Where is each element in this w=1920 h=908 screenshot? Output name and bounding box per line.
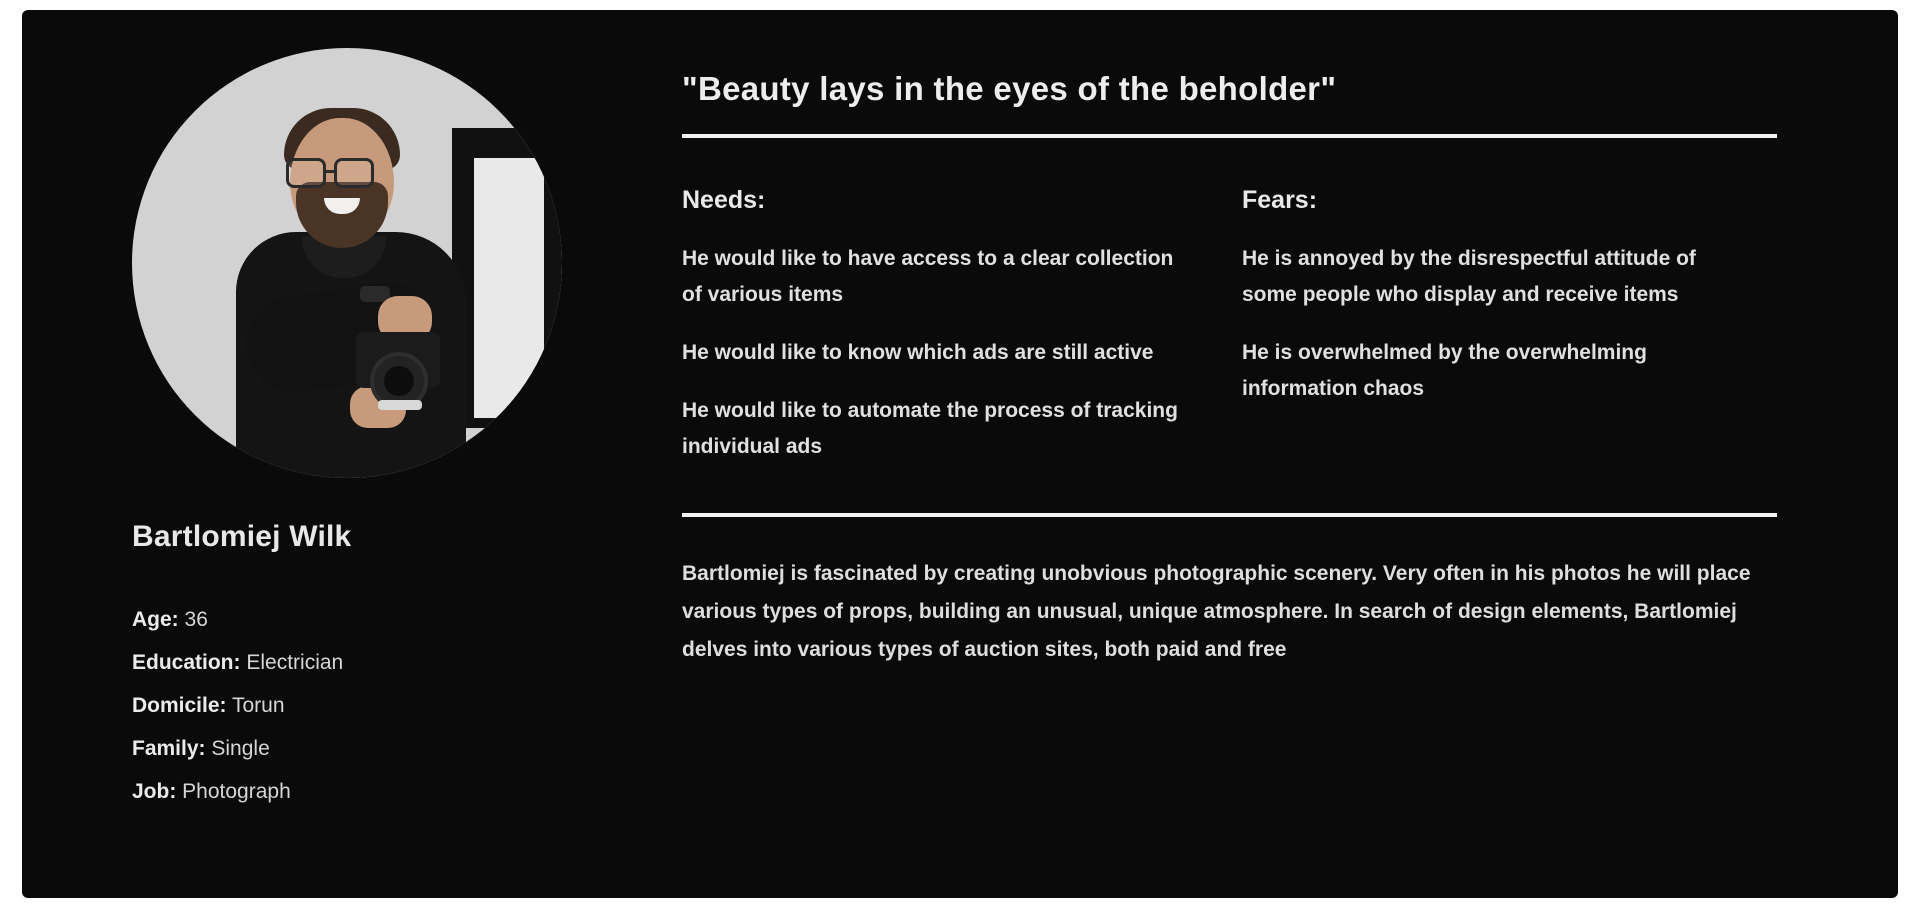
person-illustration xyxy=(228,100,498,478)
persona-meta-value: Torun xyxy=(232,694,285,717)
persona-meta-value: Single xyxy=(211,737,270,760)
persona-meta-label: Domicile: xyxy=(132,694,227,717)
persona-meta-row xyxy=(132,598,572,641)
needs-item: He would like to automate the process of tracking individual ads xyxy=(682,399,1178,458)
persona-photo xyxy=(132,48,562,478)
persona-meta-value: Photograph xyxy=(182,780,291,803)
persona-meta-value: 36 xyxy=(184,608,208,631)
persona-meta-value: Electrician xyxy=(246,651,344,674)
persona-meta-list xyxy=(132,598,572,813)
camera-lens-ring-icon xyxy=(378,400,422,410)
persona-meta-row xyxy=(132,770,572,813)
needs-item: He would like to have access to a clear collection of various items xyxy=(682,247,1174,306)
persona-meta-row xyxy=(132,684,572,727)
persona-card xyxy=(22,10,1898,898)
glasses-right-lens-icon xyxy=(334,158,374,188)
persona-quote: "Beauty lays in the eyes of the beholder" xyxy=(682,70,1337,107)
fears-title: Fears: xyxy=(1242,186,1318,214)
persona-meta-label: Age: xyxy=(132,608,179,631)
persona-profile-column xyxy=(132,48,572,813)
glasses-bridge-icon xyxy=(326,170,336,173)
persona-meta-label: Job: xyxy=(132,780,177,803)
needs-title: Needs: xyxy=(682,186,766,214)
fears-column xyxy=(1242,186,1742,487)
persona-summary: Bartlomiej is fascinated by creating unobvious photographic scenery. Very often in his photos he will place various types of props, building an unusual, unique atmosphere. In search of design elements, Bartlomiej delves into various types of auction sites, both paid and free xyxy=(682,562,1751,661)
persona-photo-circle xyxy=(132,48,562,478)
glasses-left-lens-icon xyxy=(286,158,326,188)
divider-top xyxy=(682,134,1777,138)
persona-name: Bartlomiej Wilk xyxy=(132,520,352,553)
persona-meta-label: Family: xyxy=(132,737,206,760)
needs-column xyxy=(682,186,1182,487)
fears-item: He is annoyed by the disrespectful attitude of some people who display and receive items xyxy=(1242,247,1696,306)
persona-meta-label: Education: xyxy=(132,651,241,674)
persona-meta-row xyxy=(132,641,572,684)
persona-details-column xyxy=(682,70,1812,669)
needs-fears-columns xyxy=(682,186,1812,487)
camera-lens-inner-icon xyxy=(384,366,414,396)
fears-item: He is overwhelmed by the overwhelming information chaos xyxy=(1242,341,1647,400)
divider-bottom xyxy=(682,513,1777,517)
needs-item: He would like to know which ads are still active xyxy=(682,341,1154,364)
persona-meta-row xyxy=(132,727,572,770)
